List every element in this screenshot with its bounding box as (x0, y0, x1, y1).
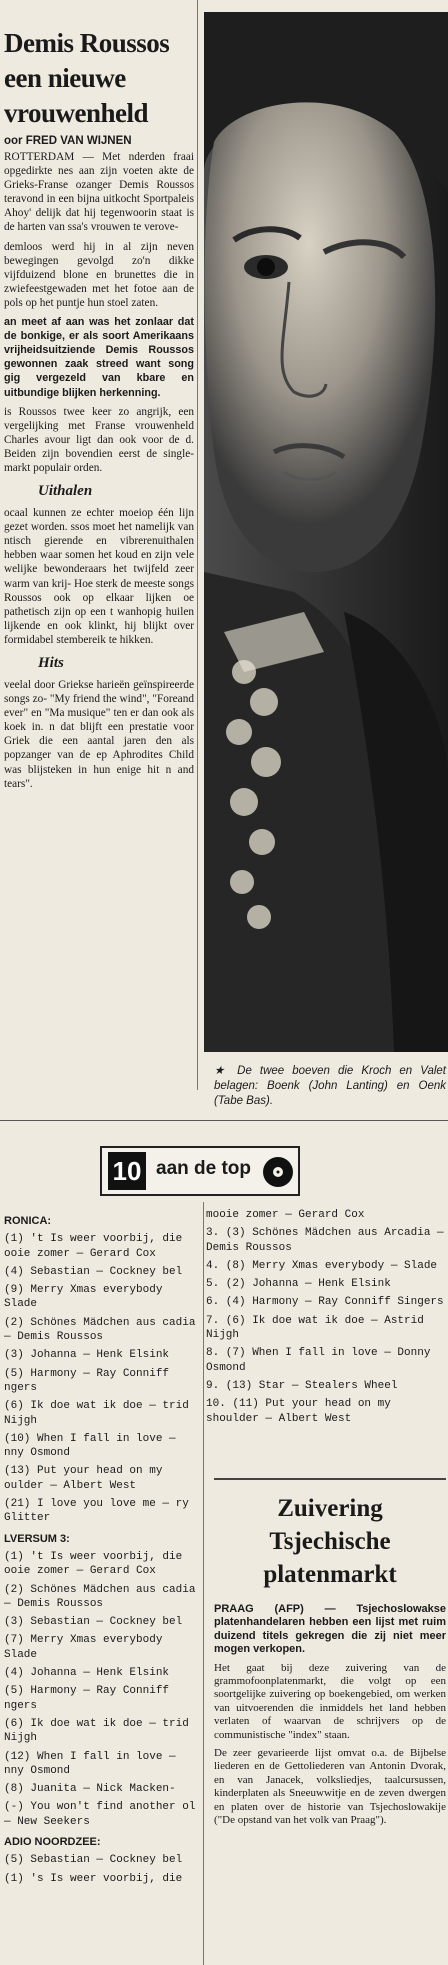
chart-list-right (206, 1208, 446, 1430)
list-item: (9) Merry Xmas everybody Slade (4, 1284, 163, 1311)
list-item: 6. (4) Harmony — Ray Conniff Singers (206, 1296, 444, 1309)
headline-line: een nieuwe (4, 63, 126, 93)
headline-line: Demis Roussos (4, 28, 170, 58)
column-divider (203, 1202, 204, 1965)
article-headline (214, 1492, 446, 1591)
list-item: (1) 's Is weer voorbij, die (4, 1872, 183, 1885)
headline-line: vrouwenheld (4, 98, 149, 128)
list-item: (4) Sebastian — Cockney bel (4, 1265, 183, 1278)
list-item: 9. (13) Star — Stealers Wheel (206, 1379, 398, 1392)
list-item: (4) Johanna — Henk Elsink (4, 1667, 170, 1680)
chart-list-left (4, 1208, 200, 1890)
list-item: (6) Ik doe wat ik doe — trid Nijgh (4, 1400, 189, 1427)
article-paragraph: ROTTERDAM — Met nderden fraai opgedirkte nes aan zijn voeten akte de Grieks-Franse ozanger Demis Roussos teravond in een bijna uitkocht Sportpaleis Ahoy' delijk dat hij tegenwoorin staat is de harten van ssa's vrouwen te verove- (4, 151, 194, 234)
list-item: (3) Sebastian — Cockney bel (4, 1616, 183, 1629)
list-item: (8) Juanita — Nick Macken- (4, 1783, 176, 1796)
list-item: (3) Johanna — Henk Elsink (4, 1349, 170, 1362)
list-item: (1) 't Is weer voorbij, die ooie zomer — Gerard Cox (4, 1233, 183, 1260)
list-item: (21) I love you love me — ry Glitter (4, 1498, 189, 1525)
list-item: 10. (11) Put your head on my shoulder — Albert West (206, 1398, 391, 1425)
article-headline (4, 26, 194, 131)
list-item: 5. (2) Johanna — Henk Elsink (206, 1278, 391, 1291)
photo-caption: ★ De twee boeven die Kroch en Valet belagen: Boenk (John Lanting) en Oenk (Tabe Bas). (214, 1065, 446, 1107)
list-item: mooie zomer — Gerard Cox (206, 1209, 365, 1221)
list-item: (-) You won't find another ol — New Seekers (4, 1801, 196, 1828)
article-subhead: Hits (38, 655, 64, 671)
photo-portrait (204, 12, 448, 1052)
list-section-heading: RONICA: (4, 1215, 52, 1227)
article-paragraph: veelal door Griekse harieën geïnspireerde songs zo- "My friend the wind", "Foreand ever" en "Ma musique" ten er dan ook als koek in. n dat blijft een prestatie voor Griek die een aantal jaren den als popzanger van de ep Aphrodites Child was blijsteken in hun enige hit n and tears". (4, 679, 194, 790)
list-section-heading: ADIO NOORDZEE: (4, 1835, 101, 1848)
article-paragraph: De zeer gevarieerde lijst omvat o.a. de Bijbelse liederen en de Gettoliederen van Antonin Dvorak, en van Janacek, volksliedjes, taalcursussen, kinderplaten als Sneeuwwitje en de zeven dwergen en platen over de historie van Tsjechoslowakije ("De opstand van het volk van Praag"). (214, 1747, 446, 1827)
article-paragraph: ocaal kunnen ze echter moeiop één lijn gezet worden. ssos moet het namelijk van ntisch gierende en vibrerenuithalen hebben waar somen het koud en zijn vele welijke bewonderaars het twijfeld zeer warm van krij- Hoe sterk de meeste songs Roussos ook op elkaar lijken oe pathetisch zijn op een t wanhopig huilen lijkende en ook klinkt, hij blijkt over formidabel stembereik te hikken. (4, 507, 194, 646)
article-roussos (0, 0, 198, 1090)
list-item: 7. (6) Ik doe wat ik doe — Astrid Nijgh (206, 1314, 424, 1342)
article-paragraph: an meet af aan was het zonlaar dat de bonkige, er als soort Amerikaans vrijheidsuitziende Demis Roussos gewonnen zaak streed want song gig vergezeld van kbare en uitbundige blijken herkenning. (4, 316, 194, 399)
headline-line: Tsjechische (269, 1528, 391, 1555)
article-paragraph: is Roussos twee keer zo angrijk, een vergelijking met Franse vrouwenheld Charles avour ligt dan ook voor de d. Beiden zijn bovendien eerst de single-markt populair orden. (4, 405, 194, 474)
list-item: 4. (8) Merry Xmas everybody — Slade (206, 1259, 438, 1272)
record-disc-icon (262, 1156, 294, 1188)
list-item: (2) Schönes Mädchen aus cadia — Demis Roussos (4, 1583, 196, 1610)
article-subhead: Uithalen (38, 483, 93, 500)
list-section-heading: LVERSUM 3: (4, 1532, 70, 1545)
list-item: (2) Schönes Mädchen aus cadia — Demis Roussos (4, 1316, 196, 1344)
article-byline: oor FRED VAN WIJNEN (4, 135, 132, 147)
article-paragraph: PRAAG (AFP) — Tsjechoslowakse platenhandelaren hebben een lijst met ruim duizend titels gekregen die zij niet meer mogen verkopen. (214, 1603, 446, 1656)
list-item: (12) When I fall in love — nny Osmond (4, 1750, 176, 1777)
article-zuivering (214, 1478, 446, 1965)
list-item: (5) Harmony — Ray Conniff ngers (4, 1685, 170, 1712)
list-item: (1) 't Is weer voorbij, die ooie zomer — Gerard Cox (4, 1550, 183, 1578)
section-divider (0, 1120, 448, 1121)
headline-line: Zuivering (277, 1495, 383, 1522)
article-paragraph: demloos werd hij in al zijn neven bewegingen gevolgd zo'n dikke vijfduizend blone en brunettes die in zwiefeestgewaden met het fotoe aan de pols op het puntje hun stoel zaten. (4, 240, 194, 309)
top10-number: 10 (108, 1152, 146, 1190)
portrait-illustration (204, 12, 448, 1052)
list-item: (5) Harmony — Ray Conniff ngers (4, 1367, 170, 1394)
headline-line: platenmarkt (263, 1561, 397, 1588)
list-item: (5) Sebastian — Cockney bel (4, 1854, 183, 1867)
list-item: 8. (7) When I fall in love — Donny Osmond (206, 1347, 431, 1374)
list-item: 3. (3) Schönes Mädchen aus Arcadia — Demis Roussos (206, 1227, 444, 1254)
article-paragraph: Het gaat bij deze zuivering van de grammofoonplatenmarkt, die volgt op een soortgelijke zuivering op boekengebied, om werken van uitvoerenden die inmiddels het land hebben verlaten of waarvan de schrijvers op de communistische "index" staan. (214, 1661, 446, 1741)
top10-label: aan de top (156, 1158, 252, 1179)
list-item: (6) Ik doe wat ik doe — trid Nijgh (4, 1717, 189, 1745)
top10-banner (100, 1146, 300, 1196)
list-item: (13) Put your head on my oulder — Albert West (4, 1465, 163, 1492)
list-item: (10) When I fall in love — nny Osmond (4, 1432, 176, 1460)
list-item: (7) Merry Xmas everybody Slade (4, 1634, 163, 1661)
